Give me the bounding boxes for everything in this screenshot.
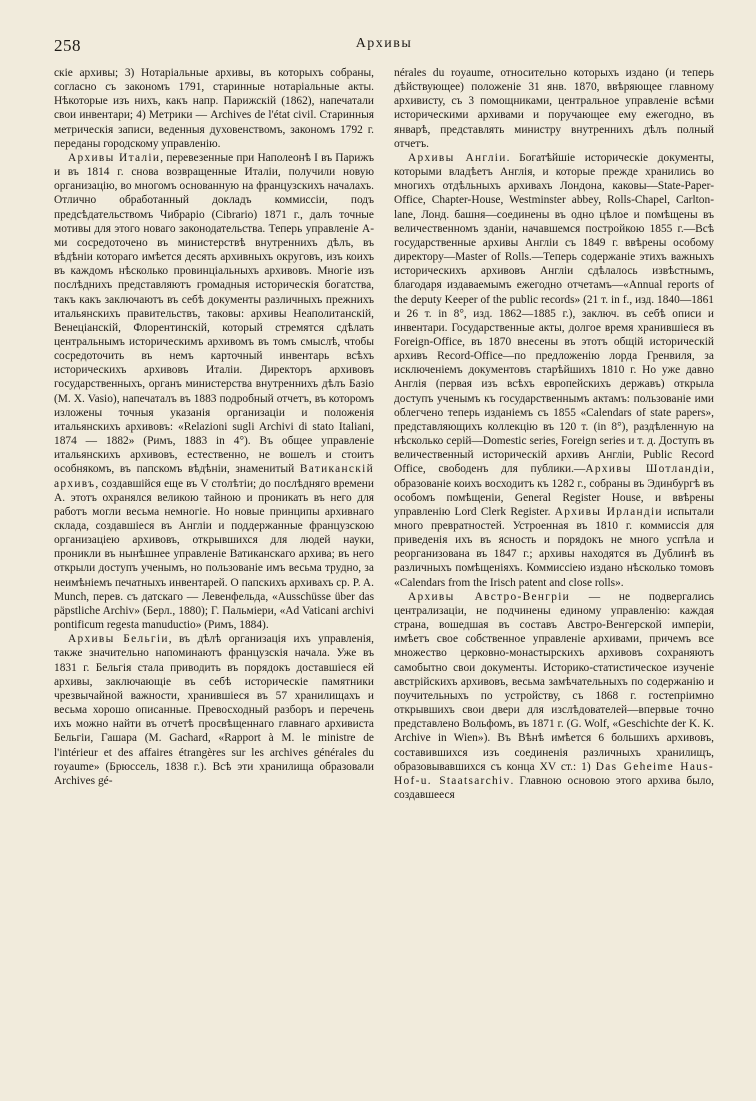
section-heading: Архивы Бельгіи — [68, 633, 169, 646]
section-heading: Архивы Шотландіи — [585, 463, 712, 476]
page-number: 258 — [54, 36, 81, 55]
paragraph — [394, 590, 714, 802]
section-heading: Ватиканскій архивъ — [54, 463, 374, 490]
text-run: испытали много превратностей. Устроенная въ 1810 г. коммиссія для приведенія ихъ въ ясность и порядокъ не много успѣла и реорганизована въ 1847 г.; архивы находятся въ Дублинѣ въ различныхъ помѣщеніяхъ. Коммиссіею издано нѣсколько томовъ «Calendars from the Irisch patent and close rolls». — [394, 505, 714, 589]
section-heading: Архивы Англіи — [408, 151, 507, 164]
text-run: . Богатѣйшіе историческіе документы, которыми владѣетъ Англія, и которые прежде хранились во многихъ отдѣльныхъ архивахъ Лондона, каковы—State-Paper-Office, Chapter-House, Westminster abbey, Rolls-Chapel, Carlton-lane, Лонд. башня—соединены въ одно цѣлое и помѣщены въ величественномъ зданіи, начавшемся постройкою 1855 г.—Всѣ государственные архивы Англіи съ 1849 г. ввѣрены особому директору—Master of Rolls.—Теперь содержаніе этихъ важныхъ историческихъ архивовъ Англіи сдѣлалось извѣстнымъ, благодаря издаваемымъ ежегодно отчетамъ—«Annual reports of the deputy Keeper of the public records» (21 т. in f., изд. 1840—1861 и 26 т. in 8°, изд. 1862—1885 г.), заключ. въ себѣ описи и инвентари. Государственные акты, долгое время хранившіеся въ Foreign-Office, въ 1870 внесены въ этотъ общій историческій архивъ Record-Office—по предложенію лорда Гренвиля, за исключеніемъ документовъ старѣйшихъ 1810 г. Но уже давно Англія (первая изъ всѣхъ европейскихъ державъ) открыла доступъ ученымъ къ государственнымъ актамъ: пользованіе ими облегчено теперь изданіемъ съ 1855 «Calendars of state papers», представляющихъ коллекцію въ 120 т. (in 8°), раздѣленную на нѣсколько серій—Domestic series, Foreign series и т. д. Доступъ въ величественный историческій архивъ Англіи, Public Record Office, свободенъ для публики.— — [394, 151, 714, 476]
page-header — [54, 36, 714, 58]
paragraph — [54, 66, 374, 151]
text-run: nérales du royaume, относительно которыхъ издано (и теперь дѣйствующее) положеніе 31 янв. 1870, ввѣряющее главному архивисту, съ 3 помощниками, центральное управленіе всѣми историческими архивами и поручающее ему ежегодно, въ январѣ, представлять министру внутреннихъ дѣлъ полный отчетъ. — [394, 67, 714, 150]
text-run: скіе архивы; 3) Нотаріальные архивы, въ которыхъ собраны, согласно съ закономъ 1791, старинные нотаріальные акты. Нѣкоторые изъ нихъ, какъ напр. Парижскій (1862), напечатали свои инвентари; 4) Метрики — Archives de l'état civil. Старинныя метрическія записи, веденныя духовенствомъ, закономъ 1792 г. переданы городскому управленію. — [54, 67, 374, 150]
text-run: , создавшійся еще въ V столѣтіи; до послѣдняго времени А. этотъ охранялся великою тайною и проникать въ него для работъ могли весьма немногіе. Но новые принципы архивнаго склада, создавшіеся въ Англіи и поддержанные французскою организаціею архивовъ, открывшихся для людей науки, проникли въ нынѣшнее управленіе Ватиканскаго архива; въ него открыли доступъ ученымъ, но пользованіе имъ весьма трудно, за неимѣніемъ печатныхъ инвентарей. О папскихъ архивахъ ср. P. A. Munch, перев. съ датскаго — Левенфельда, «Ausschüsse über das päpstliche Archiv» (Берл., 1880); Г. Пальміери, «Ad Vaticani archivi pontificum regesta manuductio» (Римъ, 1884). — [54, 477, 374, 632]
section-heading: Архивы Австро-Венгріи — [408, 590, 571, 603]
paragraph — [54, 632, 374, 788]
text-run: — не подвергались централизаціи, не подчинены единому управленію: каждая страна, вошедшая въ составъ Австро-Венгерской имперіи, имѣетъ свое собственное управленіе архивами, причемъ все множество церковно-монастырскихъ архивовъ сохраняютъ самобытно свои документы. Историко-статистическое изученіе австрійскихъ архивовъ, весьма замѣчательныхъ по содержанію и поучительныхъ по устройству, съ 1868 г. гостепріимно открывшихъ свои двери для изслѣдователей—впервые точно представлено Вольфомъ, въ 1871 г. (G. Wolf, «Geschichte der K. K. Archive in Wien»). Въ Вѣнѣ имѣется 6 большихъ архивовъ, составившихся изъ соединенія различныхъ хранилищъ, образовывавшихся съ конца XV ст.: 1) — [394, 590, 714, 773]
paragraph — [394, 151, 714, 590]
left-column — [54, 66, 374, 788]
section-heading: Das Geheime Haus-Hof-u. Staatsarchiv — [394, 760, 714, 787]
right-column — [394, 66, 714, 802]
paragraph — [54, 151, 374, 632]
section-heading: Архивы Италіи — [68, 151, 161, 164]
text-run: , въ дѣлѣ организація ихъ управленія, также значительно напоминаютъ французскія начала. Уже въ 1831 г. Бельгія стала приводить въ порядокъ доставшіеся ей архивы, заключающіе въ себѣ историческіе памятники чрезвычайной важности, хранившіеся въ 57 хранилищахъ и весьма хорошо описанные. Превосходный разборъ и перечень ихъ можно найти въ отчетѣ просвѣщеннаго главнаго архивиста Бельгіи, Гашара (M. Gachard, «Rapport à M. le ministre de l'intérieur et des affaires étrangères sur les archives générales du royaume» (Брюссель, 1838 г.). Всѣ эти хранилища образовали Archives gé- — [54, 633, 375, 787]
text-run: , перевезенные при Наполеонѣ I въ Парижъ и въ 1814 г. снова возвращенные Италіи, получили новую организацію, во многомъ основанную на французскихъ началахъ. Отлично обработанный докладъ коммиссіи, подъ предсѣдательствомъ Чибраріо (Cibrario) 1871 г., далъ точные мотивы для этого новаго законодательства. Теперь управленіе А-ми сосредоточено въ министерствѣ внутреннихъ дѣлъ, въ вѣдѣніи котораго имѣется десять архивныхъ округовъ, изъ коихъ въ каждомъ нѣсколько провинціальныхъ архивовъ. Многіе изъ послѣднихъ представляютъ громадныя историческія богатства, такъ какъ заключаютъ въ себѣ документы различныхъ прежнихъ итальянскихъ правительствъ, таковы: архивы Неаполитанскій, Венеціанскій, Флорентинскій, который стремятся сдѣлать центральнымъ историческимъ архивомъ въ томъ смыслѣ, чтобы сосредоточить въ немъ карточный инвентарь всѣхъ историческихъ архивовъ Италіи. Директоръ архивовъ государственныхъ, органъ министерства внутреннихъ дѣлъ Базіо (M. X. Vasio), напечаталъ въ 1883 подробный отчетъ, въ которомъ изложены точныя указанія организаціи и положенія итальянскихъ архивовъ: «Relazioni sugli Archivi di stato Italiani, 1874 — 1882» (Римъ, 1883 in 4°). Въ общее управленіе итальянскихъ архивовъ, естественно, не вошелъ и стоитъ особнякомъ, въ папскомъ вѣдѣніи, знаменитый — [54, 151, 374, 476]
text-run: . Главною основою этого архива было, создавшееся — [394, 774, 714, 801]
paragraph — [394, 66, 714, 151]
running-title: Архивы — [355, 36, 413, 51]
text-run: , образованіе коихъ восходитъ къ 1282 г., собраны въ Эдинбургѣ въ особомъ помѣщеніи, General Register House, и ввѣрены управленію Lord Clerk Register. — [394, 463, 715, 518]
section-heading: Архивы Ирландіи — [554, 505, 663, 518]
